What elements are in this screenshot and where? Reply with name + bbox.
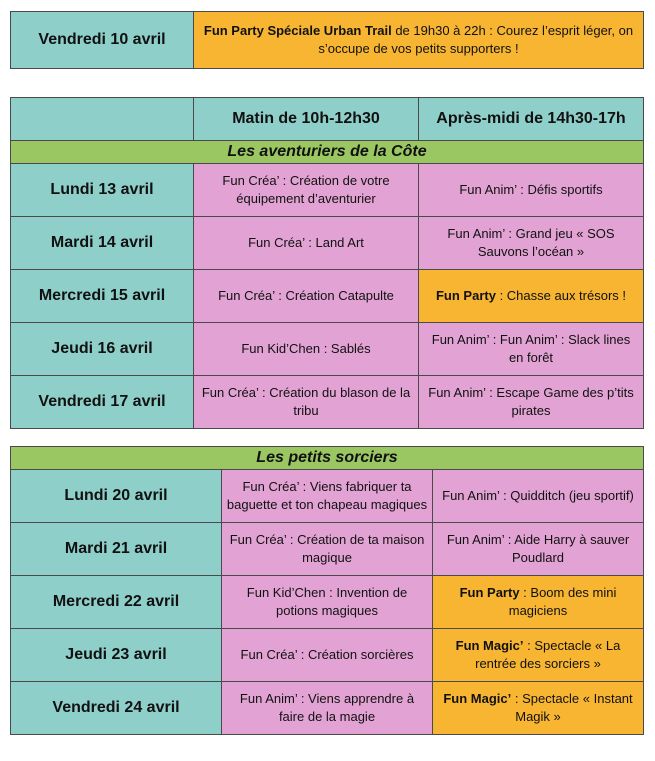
row-day: Jeudi 23 avril (11, 629, 222, 682)
afternoon-event-bold: Fun Magic’ (455, 638, 524, 653)
afternoon-event-text: Fun Anim’ : Aide Harry à sauver Poudlard (446, 532, 630, 565)
afternoon-event-text: : Spectacle « Instant Magik » (511, 691, 633, 724)
afternoon-event-text: : Spectacle « La rentrée des sorciers » (475, 638, 621, 671)
table-row (11, 217, 644, 270)
row-afternoon-activity (433, 470, 644, 523)
row-morning-activity: Fun Kid’Chen : Invention de potions magiques (222, 576, 433, 629)
row-afternoon-activity (419, 323, 644, 376)
row-afternoon-activity (419, 270, 644, 323)
row-afternoon-activity (419, 376, 644, 429)
table-row (11, 629, 644, 682)
afternoon-event-bold: Fun Party (435, 288, 496, 303)
row-morning-activity: Fun Créa’ : Création Catapulte (194, 270, 419, 323)
row-day: Mercredi 22 avril (11, 576, 222, 629)
row-afternoon-activity (433, 682, 644, 735)
afternoon-event-bold: Fun Party (459, 585, 520, 600)
table-row (11, 470, 644, 523)
header-morning: Matin de 10h-12h30 (194, 98, 419, 141)
header-empty-cell (11, 98, 194, 141)
top-event-day: Vendredi 10 avril (11, 12, 194, 69)
table-row (11, 576, 644, 629)
row-morning-activity: Fun Créa’ : Création de votre équipement d’aventurier (194, 164, 419, 217)
row-afternoon-activity (433, 576, 644, 629)
afternoon-event-bold: Fun Magic’ (443, 691, 512, 706)
section-title-sorciers: Les petits sorciers (11, 447, 644, 470)
afternoon-event-text: Fun Anim’ : Fun Anim’ : Slack lines en forêt (431, 332, 631, 365)
schedule-table-1 (10, 97, 644, 429)
row-day: Mardi 14 avril (11, 217, 194, 270)
section1-rows (11, 164, 644, 429)
row-morning-activity: Fun Créa’ : Viens fabriquer ta baguette et ton chapeau magiques (222, 470, 433, 523)
afternoon-event-text: : Boom des mini magiciens (508, 585, 617, 618)
row-morning-activity: Fun Anim’ : Viens apprendre à faire de la magie (222, 682, 433, 735)
top-event-table (10, 11, 644, 69)
section2-rows (11, 470, 644, 735)
row-morning-activity: Fun Kid’Chen : Sablés (194, 323, 419, 376)
top-event-bold: Fun Party Spéciale Urban Trail (203, 23, 392, 38)
row-afternoon-activity (419, 164, 644, 217)
table-row (11, 323, 644, 376)
table-row (11, 376, 644, 429)
afternoon-event-text: : Chasse aux trésors ! (495, 288, 627, 303)
row-afternoon-activity (433, 523, 644, 576)
row-day: Vendredi 17 avril (11, 376, 194, 429)
top-event-text: de 19h30 à 22h : Courez l’esprit léger, on s’occupe de vos petits supporters ! (318, 23, 634, 56)
row-day: Mercredi 15 avril (11, 270, 194, 323)
row-day: Lundi 20 avril (11, 470, 222, 523)
afternoon-event-text: Fun Anim’ : Escape Game des p’tits pirates (428, 385, 634, 418)
afternoon-event-text: Fun Anim’ : Grand jeu « SOS Sauvons l’océan » (447, 226, 615, 259)
table-row (11, 270, 644, 323)
afternoon-event-text: Fun Anim’ : Quidditch (jeu sportif) (442, 488, 634, 503)
row-afternoon-activity (419, 217, 644, 270)
row-morning-activity: Fun Créa’ : Création du blason de la tribu (194, 376, 419, 429)
row-day: Mardi 21 avril (11, 523, 222, 576)
top-event-description (194, 12, 644, 69)
table-row (11, 523, 644, 576)
row-day: Vendredi 24 avril (11, 682, 222, 735)
table-row (11, 682, 644, 735)
row-morning-activity: Fun Créa’ : Création sorcières (222, 629, 433, 682)
table-row (11, 164, 644, 217)
row-day: Jeudi 16 avril (11, 323, 194, 376)
row-morning-activity: Fun Créa’ : Création de ta maison magique (222, 523, 433, 576)
row-afternoon-activity (433, 629, 644, 682)
row-day: Lundi 13 avril (11, 164, 194, 217)
header-afternoon: Après-midi de 14h30-17h (419, 98, 644, 141)
afternoon-event-text: Fun Anim’ : Défis sportifs (459, 182, 603, 197)
row-morning-activity: Fun Créa’ : Land Art (194, 217, 419, 270)
schedule-table-2 (10, 446, 644, 735)
section-title-aventuriers: Les aventuriers de la Côte (11, 141, 644, 164)
